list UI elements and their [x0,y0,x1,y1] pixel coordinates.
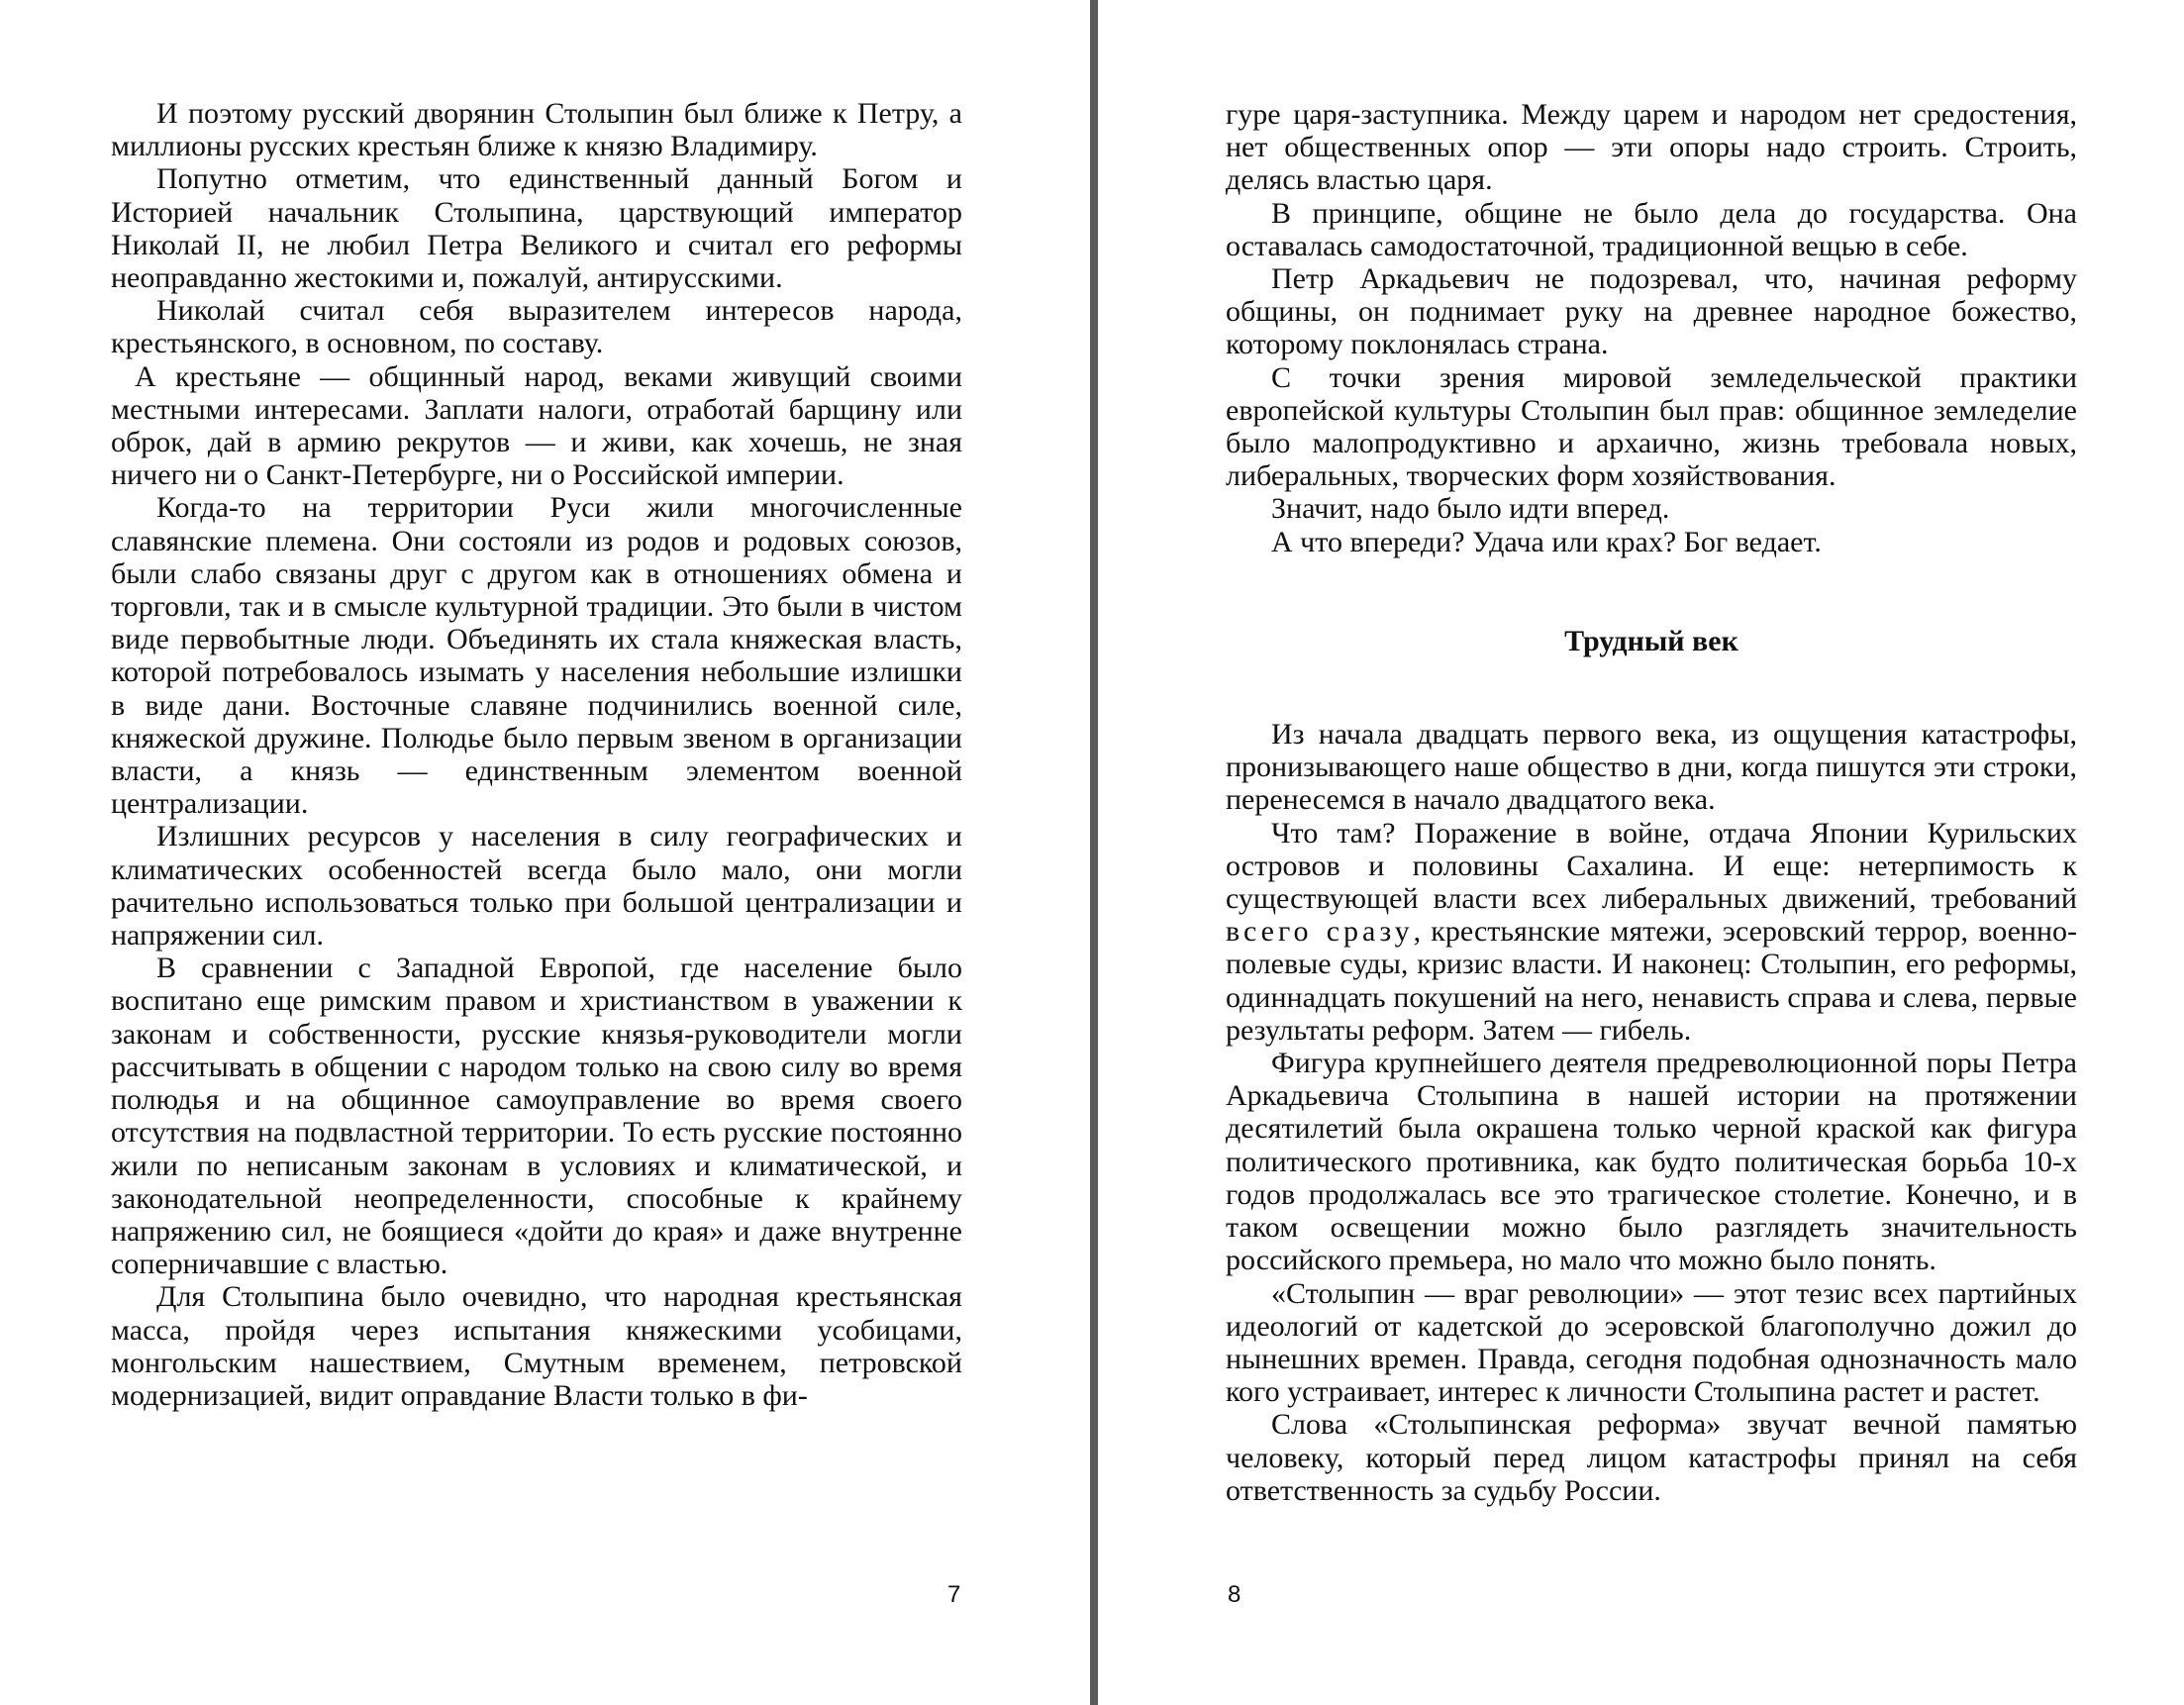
paragraph: Когда-то на территории Руси жили многочисленные славянские племена. Они состояли из родов и родовых союзов, были слабо связаны друг с другом как в отношениях обмена и торговли, так и в смысле культурной традиции. Это были в чистом виде первобытные люди. Объединять их стала княжеская власть, которой потребовалось изымать у населения небольшие излишки в виде дани. Восточные славяне подчинились военной силе, княжеской дружине. Полюдье было первым звеном в организации власти, а князь — единственным элементом военной централизации. [111,491,962,821]
paragraph-text-part: Что там? Поражение в войне, отдача Японии Курильских островов и половины Сахалина. И еще: нетерпимость к существующей власти всех либеральных движений, требований [1226,816,2077,916]
paragraph: Для Столыпина было очевидно, что народная крестьянская масса, пройдя через испытания княжескими усобицами, монгольским нашествием, Смутным временем, петровской модернизацией, видит оправдание Власти только в фи- [111,1280,962,1412]
paragraph: Петр Аркадьевич не подозревал, что, начиная реформу общины, он поднимает руку на древнее народное божество, которому поклонялась страна. [1226,262,2077,361]
section-heading: Трудный век [1564,624,1738,657]
paragraph: Фигура крупнейшего деятеля предреволюционной поры Петра Аркадьевича Столыпина в нашей истории на протяжении десятилетий была окрашена только черной краской как фигура политического противника, как будто политическая борьба 10-х годов продолжалась все это трагическое столетие. Конечно, и в таком освещении можно было разглядеть значительность российского премьера, но мало что можно было понять. [1226,1047,2077,1277]
paragraph [1226,817,2077,1047]
paragraph: Слова «Столыпинская реформа» звучат вечной памятью человеку, который перед лицом катастрофы принял на себя ответственность за судьбу России. [1226,1408,2077,1507]
paragraph: А что впереди? Удача или крах? Бог ведает. [1271,525,1822,558]
paragraph: гуре царя-заступника. Между царем и народом нет средостения, нет общественных опор — эти опоры надо строить. Строить, делясь властью царя. [1226,98,2077,197]
paragraph: Из начала двадцать первого века, из ощущения катастрофы, пронизывающего наше общество в дни, когда пишутся эти строки, перенесемся в начало двадцатого века. [1226,718,2077,817]
paragraph-text-part: , крестьянские мятежи, эсеровский террор, военно-полевые суды, кризис власти. И наконец: Столыпин, его реформы, одиннадцать покушений на него, ненависть справа и слева, первые результаты реформ. Затем — гибель. [1226,915,2077,1047]
page-number-right: 8 [1228,1581,1241,1608]
paragraph: С точки зрения мировой земледельческой практики европейской культуры Столыпин был прав: общинное земледелие было малопродуктивно и архаично, жизнь требовала новых, либеральных, творческих форм хозяйствования. [1226,360,2077,493]
paragraph: И поэтому русский дворянин Столыпин был ближе к Петру, а миллионы русских крестьян ближе к князю Владимиру. [111,97,962,163]
paragraph: Николай считал себя выразителем интересов народа, крестьянского, в основном, по составу. [111,294,962,360]
paragraph: В сравнении с Западной Европой, где население было воспитано еще римским правом и христианством в уважении к законам и собственности, русские князья-руководители могли рассчитывать в общении с народом только на свою силу во время полюдья и на общинное самоуправление во время своего отсутствия на подвластной территории. То есть русские постоянно жили по неписаным законам в условиях и климатической, и законодательной неопределенности, способные к крайнему напряжению сил, не боящиеся «дойти до края» и даже внутренне соперничавшие с властью. [111,952,962,1281]
paragraph: В принципе, общине не было дела до государства. Она оставалась самодостаточной, традиционной вещью в себе. [1226,196,2077,262]
paragraph: А крестьяне — общинный народ, веками живущий своими местными интересами. Заплати налоги, отработай барщину или оброк, дай в армию рекрутов — и живи, как хочешь, не зная ничего ни о Санкт-Петербурге, ни о Российской империи. [111,359,962,492]
paragraph: Излишних ресурсов у населения в силу географических и климатических особенностей всегда было мало, они могли рачительно использоваться только при большой централизации и напряжении сил. [111,820,962,953]
book-gutter-divider [1090,0,1098,1705]
paragraph: Значит, надо было идти вперед. [1271,492,1670,526]
paragraph: Попутно отметим, что единственный данный Богом и Историей начальник Столыпина, царствующий император Николай II, не любил Петра Великого и считал его реформы неоправданно жестокими и, пожалуй, антирусскими. [111,162,962,295]
emphasized-spaced-text: всего сразу [1226,915,1414,949]
page-number-left: 7 [947,1581,961,1608]
right-page-text [1226,98,2077,1507]
paragraph: «Столыпин — враг революции» — этот тезис всех партийных идеологий от кадетской до эсеровской благополучно дожил до нынешних времен. Правда, сегодня подобная однозначность мало кого устраивает, интерес к личности Столыпина растет и растет. [1226,1276,2077,1409]
left-page-text [111,97,962,1412]
